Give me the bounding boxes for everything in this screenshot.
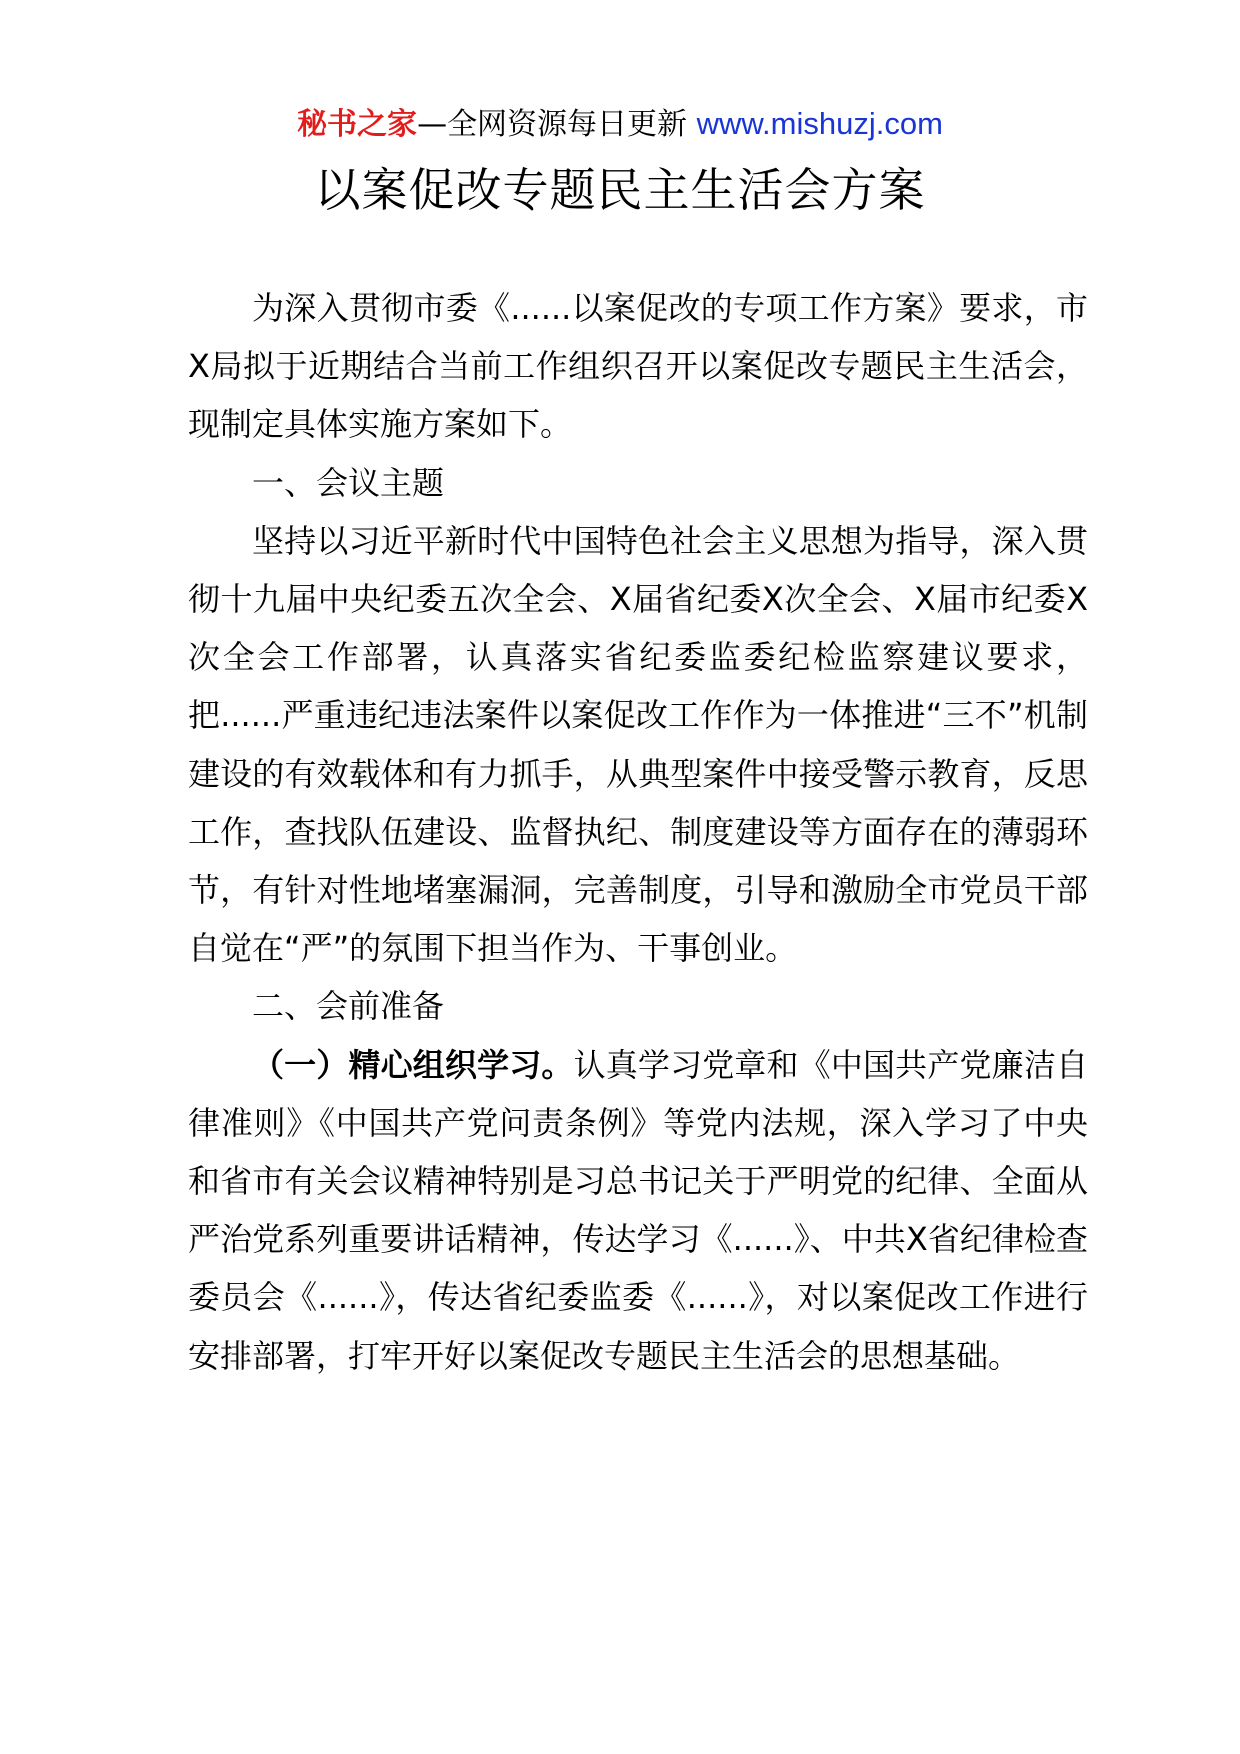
document-title: 以案促改专题民主生活会方案 <box>314 163 926 217</box>
site-url-link[interactable]: www.mishuzj.com <box>696 106 943 141</box>
document-body <box>188 279 1088 1385</box>
brand-name: 秘书之家 <box>297 107 418 142</box>
intro-paragraph: 为深入贯彻市委《......以案促改的专项工作方案》要求，市X局拟于近期结合当前工作组织召开以案促改专题民主生活会，现制定具体实施方案如下。 <box>188 289 1088 444</box>
site-header <box>0 104 1240 145</box>
study-body: 认真学习党章和《中国共产党廉洁自律准则》《中国共产党问责条例》等党内法规，深入学习了中央和省市有关会议精神特别是习总书记关于严明党的纪律、全面从严治党系列重要讲话精神，传达学习《......》、中共X省纪律检查委员会《......》，传达省纪委监委《......》，对以案促改工作进行安排部署，打牢开好以案促改专题民主生活会的思想基础。 <box>188 1045 1088 1375</box>
site-slogan: —全网资源每日更新 <box>417 107 697 142</box>
meeting-theme-paragraph: 坚持以习近平新时代中国特色社会主义思想为指导，深入贯彻十九届中央纪委五次全会、X届省纪委X次全会、X届市纪委X次全会工作部署，认真落实省纪委监委纪检监察建议要求，把......严重违纪违法案件以案促改工作作为一体推进“三不”机制建设的有效载体和有力抓手，从典型案件中接受警示教育，反思工作，查找队伍建设、监督执纪、制度建设等方面存在的薄弱环节，有针对性地堵塞漏洞，完善制度，引导和激励全市党员干部自觉在“严”的氛围下担当作为、干事创业。 <box>188 521 1088 968</box>
study-lead: （一）精心组织学习。 <box>252 1045 574 1084</box>
section-heading-preparation: 二、会前准备 <box>252 987 445 1026</box>
section-heading-meeting-theme: 一、会议主题 <box>252 463 445 502</box>
study-paragraph <box>188 1036 1088 1385</box>
